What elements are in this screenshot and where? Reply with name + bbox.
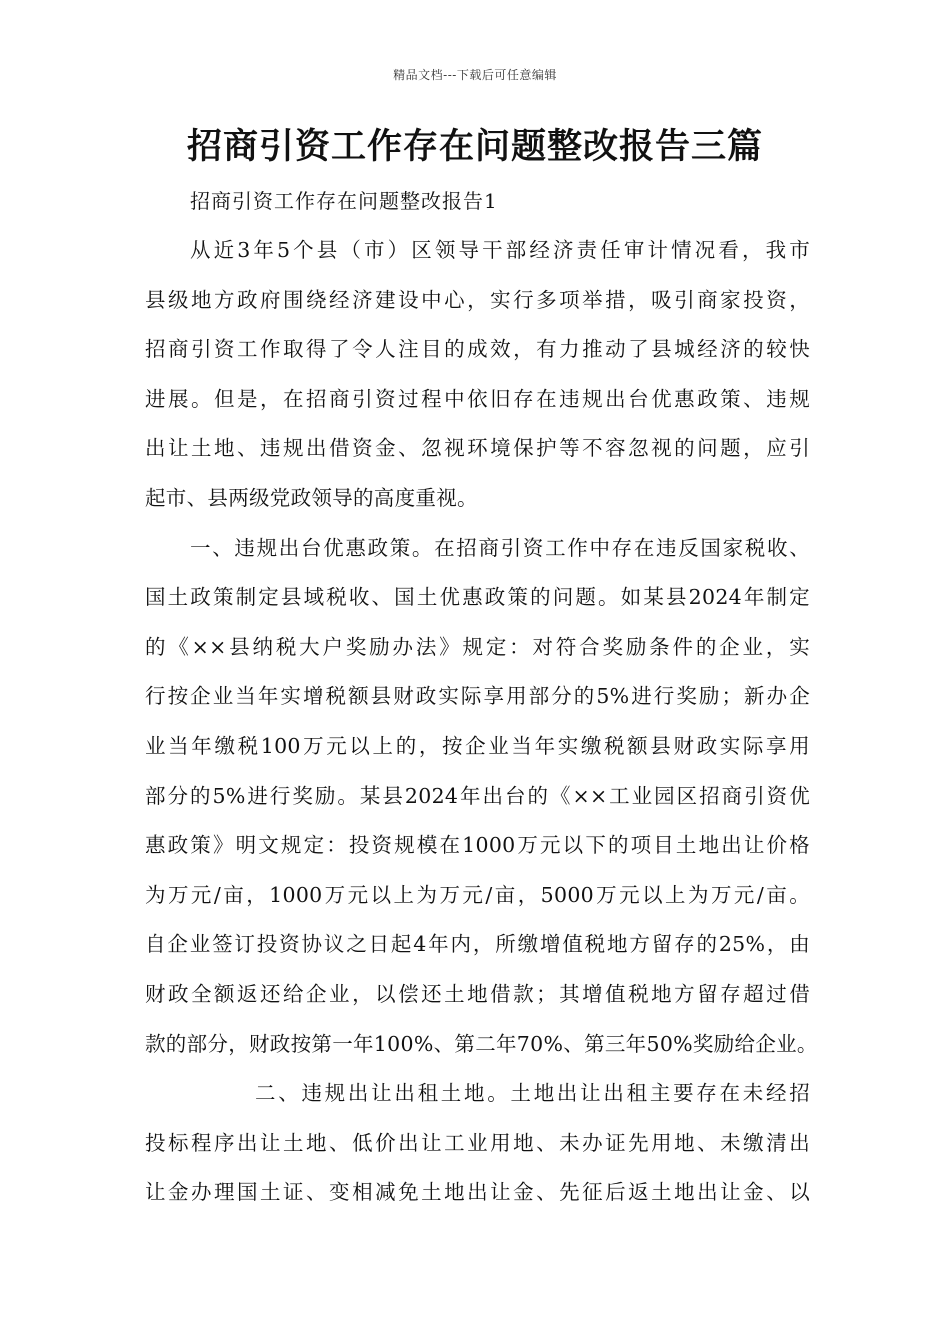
text-line: 款的部分，财政按第一年100%、第二年70%、第三年50%奖励给企业。 <box>145 1031 818 1056</box>
text-line: 财政全额返还给企业，以偿还土地借款；其增值税地方留存超过借 <box>145 981 810 1006</box>
text-line: 二、违规出让出租土地。土地出让出租主要存在未经招 <box>255 1081 810 1106</box>
text-line: 从近3年5个县（市）区领导干部经济责任审计情况看，我市 <box>190 238 810 262</box>
text-line: 进展。但是，在招商引资过程中依旧存在违规出台优惠政策、违规 <box>145 386 810 411</box>
text-line: 自企业签订投资协议之日起4年内，所缴增值税地方留存的25%，由 <box>145 932 810 957</box>
text-line: 让金办理国土证、变相减免土地出让金、先征后返土地出让金、以 <box>145 1180 810 1205</box>
text-line: 出让土地、违规出借资金、忽视环境保护等不容忽视的问题，应引 <box>145 436 810 461</box>
text-line: 部分的5%进行奖励。某县2024年出台的《××工业园区招商引资优 <box>145 783 810 808</box>
text-line: 招商引资工作取得了令人注目的成效，有力推动了县城经济的较快 <box>145 337 810 362</box>
text-line: 业当年缴税100万元以上的，按企业当年实缴税额县财政实际享用 <box>145 733 810 758</box>
body-text <box>145 232 818 1224</box>
text-line: 起市、县两级党政领导的高度重视。 <box>145 485 478 510</box>
section-subtitle: 招商引资工作存在问题整改报告1 <box>190 189 498 213</box>
text-line: 投标程序出让土地、低价出让工业用地、未办证先用地、未缴清出 <box>145 1130 810 1155</box>
text-line: 国土政策制定县域税收、国土优惠政策的问题。如某县2024年制定 <box>145 585 810 610</box>
text-line: 县级地方政府围绕经济建设中心，实行多项举措，吸引商家投资， <box>145 287 810 312</box>
text-line: 行按企业当年实增税额县财政实际享用部分的5%进行奖励；新办企 <box>145 684 810 709</box>
text-line: 的《××县纳税大户奖励办法》规定：对符合奖励条件的企业，实 <box>145 634 810 659</box>
text-line: 为万元/亩，1000万元以上为万元/亩，5000万元以上为万元/亩。 <box>145 882 810 907</box>
header-note: 精品文档---下载后可任意编辑 <box>393 68 557 82</box>
text-line: 一、违规出台优惠政策。在招商引资工作中存在违反国家税收、 <box>190 535 810 560</box>
text-line: 惠政策》明文规定：投资规模在1000万元以下的项目土地出让价格 <box>145 833 810 858</box>
document-title: 招商引资工作存在问题整改报告三篇 <box>186 126 763 167</box>
